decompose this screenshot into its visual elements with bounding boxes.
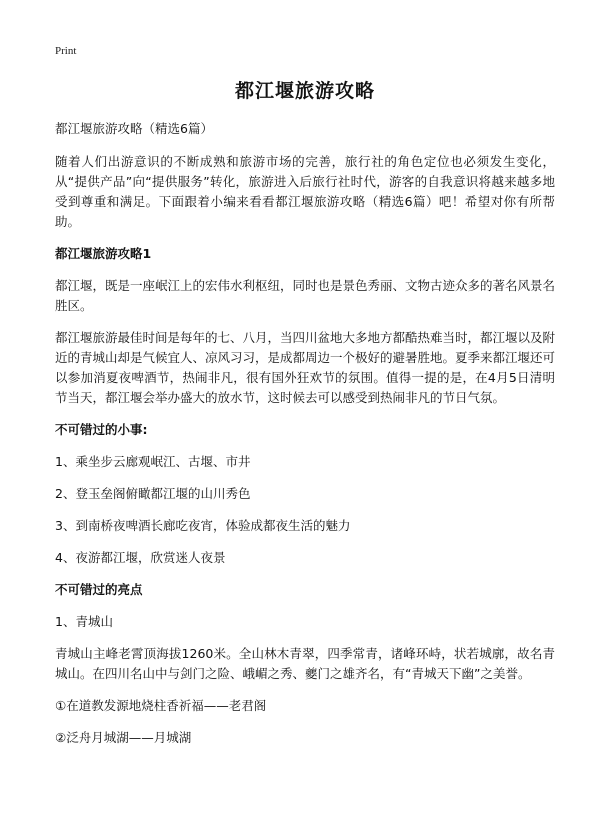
list-item: 3、到南桥夜啤酒长廊吃夜宵，体验成都夜生活的魅力 [55,518,351,533]
document-title: 都江堰旅游攻略 [234,80,375,102]
highlight-title: 1、青城山 [55,614,113,629]
document-body [55,119,555,760]
list-item: 4、夜游都江堰，欣赏迷人夜景 [55,550,226,565]
section-heading: 都江堰旅游攻略1 [55,246,152,261]
list-item: 1、乘坐步云廊观岷江、古堰、市井 [55,454,251,469]
document-subtitle: 都江堰旅游攻略（精选6篇） [55,121,213,136]
section-paragraph: 都江堰旅游最佳时间是每年的七、八月，当四川盆地大多地方都酷热难当时，都江堰以及附近的青城山却是气候宜人、凉风习习，是成都周边一个极好的避暑胜地。夏季来都江堰还可以参加消夏夜啤酒节，热闹非凡，很有国外狂欢节的氛围。值得一提的是，在4月5日清明节当天，都江堰会举办盛大的放水节，这时候去可以感受到热闹非凡的节日气氛。 [55,330,556,405]
print-link[interactable]: Print [55,45,77,57]
highlights-heading: 不可错过的亮点 [55,582,143,597]
sub-list-item: ①在道教发源地烧柱香祈福——老君阁 [55,698,267,713]
list-item: 2、登玉垒阁俯瞰都江堰的山川秀色 [55,486,251,501]
intro-paragraph: 随着人们出游意识的不断成熟和旅游市场的完善，旅行社的角色定位也必须发生变化，从“提供产品”向“提供服务”转化，旅游进入后旅行社时代，游客的自我意识将越来越多地受到尊重和满足。下面跟着小编来看看都江堰旅游攻略（精选6篇）吧！希望对你有所帮助。 [55,154,555,229]
section-paragraph: 都江堰，既是一座岷江上的宏伟水利枢纽，同时也是景色秀丽、文物古迹众多的著名风景名胜区。 [55,278,556,313]
sub-list-item: ②泛舟月城湖——月城湖 [55,730,192,745]
highlight-paragraph: 青城山主峰老霄顶海拔1260米。全山林木青翠，四季常青，诸峰环峙，状若城廓，故名青城山。在四川名山中与剑门之险、峨嵋之秀、夔门之雄齐名，有“青城天下幽”之美誉。 [55,646,555,681]
must-do-heading: 不可错过的小事: [55,422,148,437]
